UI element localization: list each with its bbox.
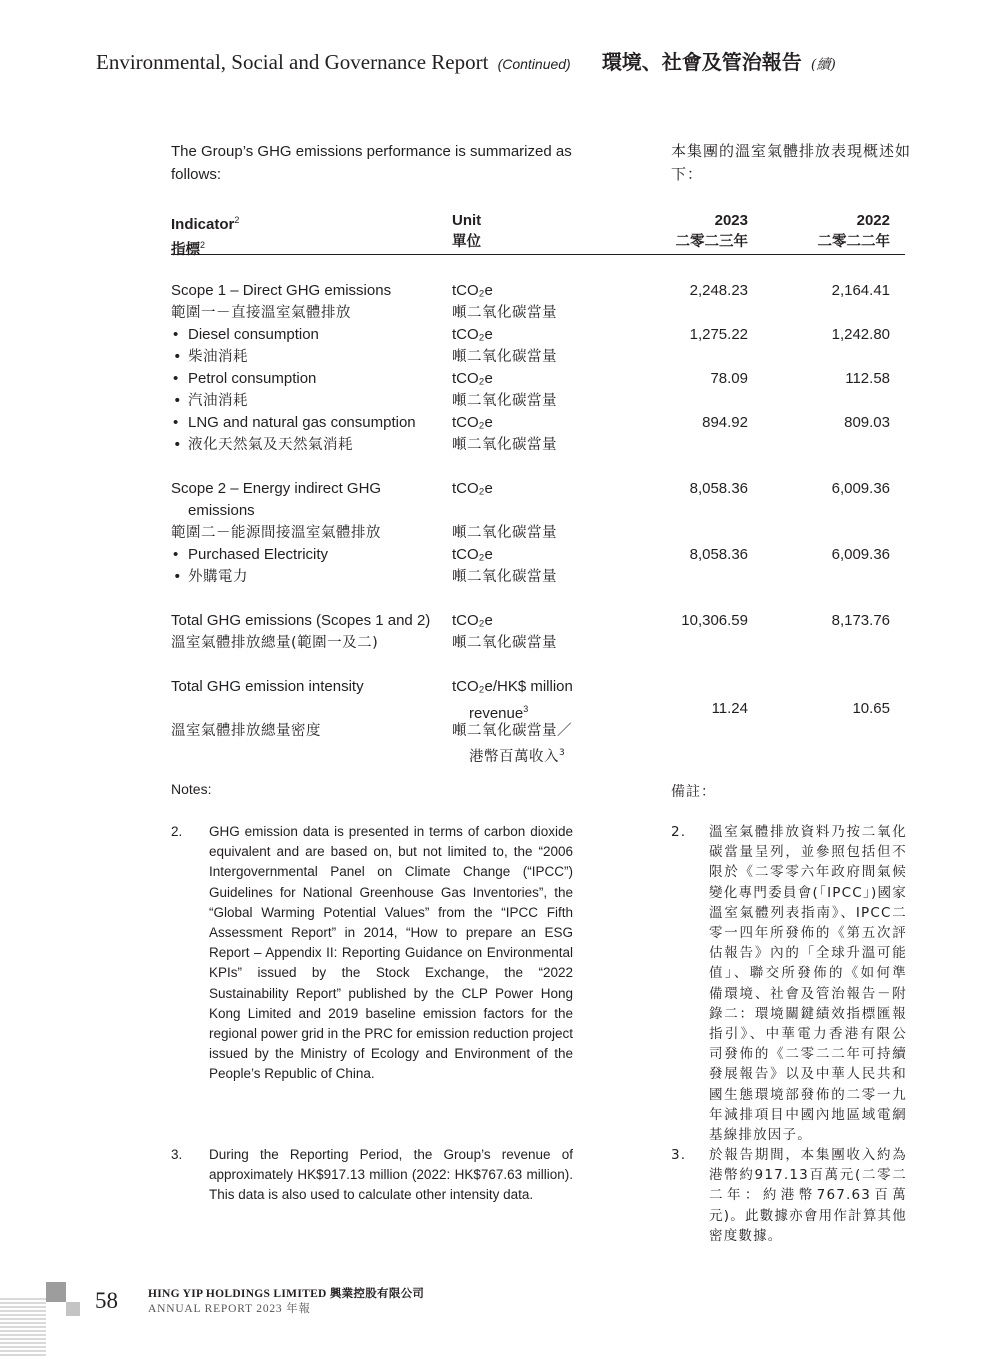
page-header — [96, 46, 916, 75]
electricity-label — [171, 544, 328, 566]
note-2-text-zh: 溫室氣體排放資料乃按二氧化碳當量呈列，並參照包括但不限於《二零零六年政府間氣候變化專門委員會(「IPCC」)國家溫室氣體列表指南》、IPCC二零一四年所發佈的《第五次評估報告》內的「全球升溫可能值」、聯交所發佈的《如何準備環境、社會及管治報告－附錄二：環境關鍵績效指標匯報指引》、中華電力香港有限公司發佈的《二零二二年可持續發展報告》以及中華人民共和國生態環境部發佈的二零一九年減排項目中國內地區域電網基線排放因子。 — [709, 824, 907, 1144]
header-year-2023 — [627, 210, 748, 253]
petrol-label — [171, 368, 316, 390]
lng-value-2023: 894.92 — [702, 414, 748, 431]
page-number: 58 — [95, 1288, 118, 1313]
note-3-num-zh: 3. — [671, 1147, 687, 1163]
scope2-label-en-2: emissions — [188, 502, 255, 519]
table-row — [171, 720, 905, 742]
table-row — [171, 698, 905, 720]
diesel-value-2023: 1,275.22 — [689, 326, 748, 343]
scope2-label-zh: 範圍二－能源間接溫室氣體排放 — [171, 525, 381, 541]
header-continued-zh: (續) — [810, 57, 836, 73]
petrol-label-zh: 汽油消耗 — [188, 393, 248, 409]
table-row — [171, 324, 905, 346]
table-row — [171, 522, 905, 544]
note-2-num-en: 2. — [171, 824, 183, 839]
table-row — [171, 368, 905, 390]
lng-label-zh-wrap — [171, 434, 353, 456]
diesel-label-en: Diesel consumption — [188, 326, 319, 343]
intensity-unit-zh-1: 噸二氧化碳當量／ — [452, 723, 572, 739]
electricity-value-2023: 8,058.36 — [689, 546, 748, 563]
total-value-2023: 10,306.59 — [681, 612, 748, 629]
table-row — [171, 302, 905, 324]
petrol-label-zh-wrap — [171, 390, 248, 412]
table-row — [171, 610, 905, 632]
table-row-intensity-group — [171, 676, 905, 764]
scope1-label-zh: 範圍一－直接溫室氣體排放 — [171, 305, 351, 321]
notes-label-zh: 備註： — [671, 784, 716, 800]
header-unit — [452, 210, 481, 253]
petrol-value-2023: 78.09 — [710, 370, 748, 387]
table-row — [171, 390, 905, 412]
intensity-unit-zh-2-wrap — [469, 742, 565, 768]
intensity-label-en: Total GHG emission intensity — [171, 678, 364, 695]
electricity-value-2022: 6,009.36 — [831, 546, 890, 563]
total-label-zh: 溫室氣體排放總量(範圍一及二) — [171, 635, 379, 651]
scope1-unit-zh: 噸二氧化碳當量 — [452, 305, 557, 321]
header-indicator-zh: 指標 — [171, 242, 200, 258]
electricity-label-en: Purchased Electricity — [188, 546, 329, 563]
lng-label-en: LNG and natural gas consumption — [188, 414, 416, 431]
lng-label-zh: 液化天然氣及天然氣消耗 — [188, 437, 353, 453]
intensity-unit-zh-sup: 3 — [559, 748, 566, 758]
note-3-text-zh: 於報告期間，本集團收入約為港幣約917.13百萬元(二零二二年：約港幣767.63百萬元)。此數據亦會用作計算其他密度數據。 — [709, 1147, 907, 1244]
petrol-unit-zh: 噸二氧化碳當量 — [452, 393, 557, 409]
table-row — [171, 478, 905, 500]
intensity-label-zh: 溫室氣體排放總量密度 — [171, 723, 321, 739]
intro-zh: 本集團的溫室氣體排放表現概述如下： — [671, 142, 912, 183]
table-row — [171, 742, 905, 764]
header-indicator-zh-sup: 2 — [200, 240, 206, 250]
lng-label — [171, 412, 416, 434]
table-row-scope1-group — [171, 280, 905, 456]
table-row — [171, 346, 905, 368]
intensity-unit-en-1: tCO₂e/HK$ million — [452, 678, 573, 695]
scope2-value-2023: 8,058.36 — [689, 480, 748, 497]
table-row — [171, 412, 905, 434]
diesel-label-zh-wrap — [171, 346, 248, 368]
table-row — [171, 280, 905, 302]
scope2-unit-en: tCO₂e — [452, 480, 493, 497]
table-row — [171, 544, 905, 566]
scope1-unit-en: tCO₂e — [452, 282, 493, 299]
intensity-unit-en-2: revenue — [469, 705, 524, 722]
diesel-label-zh: 柴油消耗 — [188, 349, 248, 365]
table-row — [171, 434, 905, 456]
footer-decoration — [0, 1280, 80, 1357]
lng-unit-en: tCO₂e — [452, 414, 493, 431]
scope2-label-en-1: Scope 2 – Energy indirect GHG — [171, 480, 382, 497]
header-year2-en: 2022 — [856, 212, 890, 229]
diesel-value-2022: 1,242.80 — [831, 326, 890, 343]
electricity-unit-zh: 噸二氧化碳當量 — [452, 569, 557, 585]
footer-company: HING YIP HOLDINGS LIMITED 興業控股有限公司 — [148, 1288, 425, 1300]
note-3-num-en: 3. — [171, 1147, 183, 1162]
electricity-label-zh-wrap — [171, 566, 248, 588]
header-year-2022 — [771, 210, 890, 253]
header-indicator-en: Indicator — [171, 216, 235, 233]
total-value-2022: 8,173.76 — [831, 612, 890, 629]
table-row-total-group — [171, 610, 905, 654]
header-title-en: Environmental, Social and Governance Report — [96, 50, 489, 74]
header-indicator-sup: 2 — [234, 215, 240, 225]
lng-value-2022: 809.03 — [844, 414, 890, 431]
header-year1-en: 2023 — [714, 212, 748, 229]
table-row — [171, 676, 905, 698]
header-unit-en: Unit — [452, 212, 482, 229]
scope2-value-2022: 6,009.36 — [831, 480, 890, 497]
scope1-label-en: Scope 1 – Direct GHG emissions — [171, 282, 392, 299]
total-unit-zh: 噸二氧化碳當量 — [452, 635, 557, 651]
petrol-value-2022: 112.58 — [845, 370, 890, 387]
header-year1-zh: 二零二三年 — [675, 234, 748, 250]
table-row — [171, 500, 905, 522]
electricity-unit-en: tCO₂e — [452, 546, 493, 563]
diesel-unit-en: tCO₂e — [452, 326, 493, 343]
scope2-unit-zh: 噸二氧化碳當量 — [452, 525, 557, 541]
header-title-zh: 環境、社會及管治報告 — [601, 50, 802, 74]
diesel-unit-zh: 噸二氧化碳當量 — [452, 349, 557, 365]
notes-label-en: Notes: — [171, 781, 212, 797]
header-continued-en: (Continued) — [497, 56, 571, 72]
electricity-label-zh: 外購電力 — [188, 569, 248, 585]
footer-report: ANNUAL REPORT 2023 年報 — [148, 1303, 311, 1315]
table-row — [171, 566, 905, 588]
intro-en: The Group’s GHG emissions performance is summarized as follows: — [171, 143, 572, 183]
table-row — [171, 632, 905, 654]
scope1-value-2022: 2,164.41 — [831, 282, 890, 299]
total-label-en: Total GHG emissions (Scopes 1 and 2) — [171, 612, 431, 629]
table-header — [171, 210, 905, 258]
header-unit-zh: 單位 — [452, 234, 481, 250]
petrol-label-en: Petrol consumption — [188, 370, 317, 387]
emissions-table — [171, 280, 905, 786]
note-2-text-en: GHG emission data is presented in terms of carbon dioxide equivalent and are based on, but not limited to, the “2006 Intergovernmental Panel on Climate Change (“IPCC”) Guidelines for National Greenhouse Gas Inventories”, the “Global Warming Potential Values” from the “IPCC Fifth Assessment Report” in 2014, “How to prepare an ESG Report – Appendix II: Reporting Guidance on Environmental KPIs” issued by the Stock Exchange, the “2022 Sustainability Report” published by the CLP Power Hong Kong Limited and 2019 baseline emission factors for the regional power grid in the PRC for emission reduction project issued by the Ministry of Ecology and Environment of the People’s Republic of China. — [209, 824, 573, 1082]
total-unit-en: tCO₂e — [452, 612, 493, 629]
intensity-value-2022: 10.65 — [852, 700, 890, 717]
lng-unit-zh: 噸二氧化碳當量 — [452, 437, 557, 453]
scope1-value-2023: 2,248.23 — [689, 282, 748, 299]
table-row-scope2-group — [171, 478, 905, 588]
diesel-label — [171, 324, 319, 346]
header-indicator — [171, 210, 239, 261]
petrol-unit-en: tCO₂e — [452, 370, 493, 387]
header-year2-zh: 二零二二年 — [817, 234, 890, 250]
note-2-num-zh: 2. — [671, 824, 687, 840]
note-3-text-en: During the Reporting Period, the Group’s revenue of approximately HK$917.13 million (2022: HK$767.63 million). This data is also used to calculate other intensity data. — [209, 1147, 573, 1203]
intensity-value-2023: 11.24 — [711, 700, 748, 717]
intensity-unit-sup: 3 — [523, 704, 529, 714]
intensity-unit-zh-2: 港幣百萬收入 — [469, 748, 559, 765]
